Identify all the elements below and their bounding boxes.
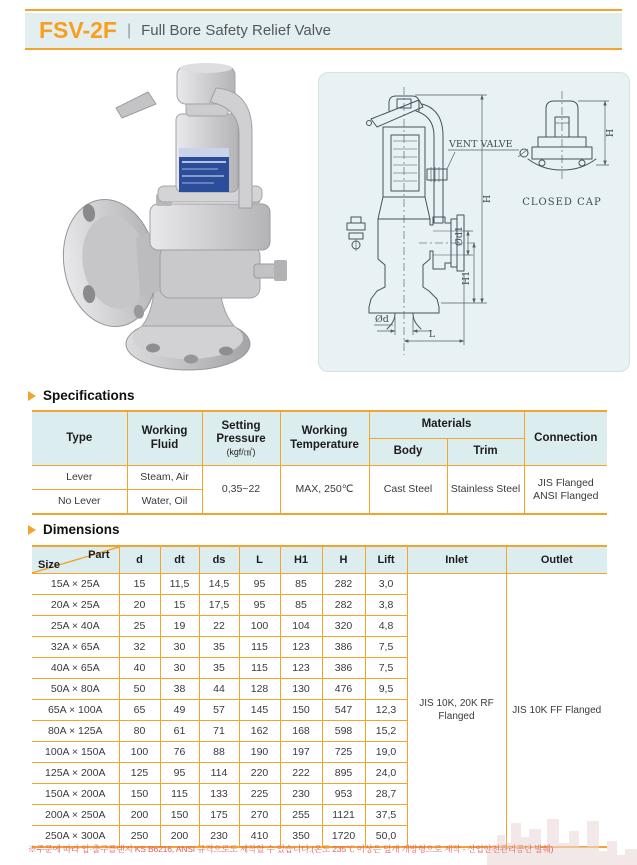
dim-cell: 320 <box>322 616 365 637</box>
dim-cell: 65 <box>119 700 160 721</box>
dim-cell: 104 <box>280 616 322 637</box>
dim-cell: 282 <box>322 595 365 616</box>
dim-cell: 145 <box>239 700 280 721</box>
spec-setting-pressure-value: 0,35~22 <box>202 466 280 515</box>
dim-cell: 100 <box>119 742 160 763</box>
dim-cell: 386 <box>322 658 365 679</box>
spec-type-no-lever: No Lever <box>32 490 127 515</box>
dim-cell: 270 <box>239 805 280 826</box>
dim-cell: 40A × 65A <box>32 658 119 679</box>
section-arrow-icon <box>28 391 36 401</box>
dim-cell: 76 <box>160 742 199 763</box>
dim-cell: 11,5 <box>160 574 199 595</box>
dim-cell: 123 <box>280 658 322 679</box>
table-row <box>32 574 607 595</box>
dim-cell: 80A × 125A <box>32 721 119 742</box>
dim-cell: 150A × 200A <box>32 784 119 805</box>
vent-valve-label: VENT VALVE <box>449 139 513 150</box>
dim-cell: 19 <box>160 616 199 637</box>
dim-cell: 100 <box>239 616 280 637</box>
dim-cell: 19,0 <box>365 742 407 763</box>
dims-col-l: L <box>239 546 280 574</box>
product-subtitle: Full Bore Safety Relief Valve <box>141 22 331 39</box>
inlet-connection-cell: JIS 10K, 20K RF Flanged <box>407 574 506 848</box>
dim-cell: 725 <box>322 742 365 763</box>
spec-type-lever: Lever <box>32 466 127 490</box>
spec-col-trim: Trim <box>447 439 524 466</box>
dims-corner-cell: Part Size <box>32 546 119 574</box>
dim-cell: 547 <box>322 700 365 721</box>
dim-cell: 7,5 <box>365 658 407 679</box>
dim-cell: 25 <box>119 616 160 637</box>
header-bottom-rule <box>25 48 622 50</box>
spec-trim-material: Stainless Steel <box>447 466 524 515</box>
spec-col-connection: Connection <box>524 411 607 466</box>
dim-cell: 22 <box>199 616 239 637</box>
dim-cell: 61 <box>160 721 199 742</box>
dim-h-label: H <box>482 194 493 204</box>
dim-cell: 114 <box>199 763 239 784</box>
dim-cell: 95 <box>239 595 280 616</box>
dims-col-inlet: Inlet <box>407 546 506 574</box>
dim-cell: 200A × 250A <box>32 805 119 826</box>
spec-col-body: Body <box>369 439 447 466</box>
dim-cell: 220 <box>239 763 280 784</box>
dim-cell: 3,8 <box>365 595 407 616</box>
dim-cap-h-label: H <box>605 128 616 138</box>
dim-cell: 24,0 <box>365 763 407 784</box>
gag-assembly <box>347 217 365 251</box>
dim-cell: 410 <box>239 826 280 848</box>
dim-cell: 150 <box>119 784 160 805</box>
dim-cell: 95 <box>160 763 199 784</box>
dim-cell: 230 <box>199 826 239 848</box>
nameplate <box>179 148 229 192</box>
dim-cell: 200 <box>119 805 160 826</box>
dim-cell: 130 <box>280 679 322 700</box>
title-divider: | <box>126 21 132 39</box>
spec-col-type: Type <box>32 411 127 466</box>
dim-cell: 175 <box>199 805 239 826</box>
dim-cell: 128 <box>239 679 280 700</box>
dim-cell: 50A × 80A <box>32 679 119 700</box>
dim-cell: 100A × 150A <box>32 742 119 763</box>
spec-col-materials: Materials <box>369 411 524 439</box>
dim-cell: 12,3 <box>365 700 407 721</box>
dim-cell: 28,7 <box>365 784 407 805</box>
dims-col-h1: H1 <box>280 546 322 574</box>
main-valve-section <box>347 87 477 355</box>
dim-l-label: L <box>428 329 436 340</box>
dim-cell: 150 <box>280 700 322 721</box>
dim-cell: 225 <box>239 784 280 805</box>
dim-cell: 250A × 300A <box>32 826 119 848</box>
spec-body-material: Cast Steel <box>369 466 447 515</box>
dim-cell: 85 <box>280 574 322 595</box>
dim-cell: 15A × 25A <box>32 574 119 595</box>
dim-cell: 1121 <box>322 805 365 826</box>
dim-cell: 125 <box>119 763 160 784</box>
spec-connection-value: JIS Flanged ANSI Flanged <box>524 466 607 515</box>
dim-cell: 35 <box>199 658 239 679</box>
dim-cell: 50,0 <box>365 826 407 848</box>
dimensions-heading: Dimensions <box>28 522 120 537</box>
dim-cell: 895 <box>322 763 365 784</box>
spec-col-working-temperature: Working Temperature <box>280 411 369 466</box>
dim-cell: 15 <box>160 595 199 616</box>
dim-cell: 71 <box>199 721 239 742</box>
dim-cell: 4,8 <box>365 616 407 637</box>
dims-col-lift: Lift <box>365 546 407 574</box>
dim-cell: 168 <box>280 721 322 742</box>
dim-cell: 15 <box>119 574 160 595</box>
dim-cell: 115 <box>239 637 280 658</box>
header-top-rule <box>25 9 622 11</box>
dims-col-ds: ds <box>199 546 239 574</box>
dim-cell: 250 <box>119 826 160 848</box>
setting-pressure-unit: (kgf/㎠) <box>226 447 256 458</box>
dim-cell: 32A × 65A <box>32 637 119 658</box>
dim-cell: 80 <box>119 721 160 742</box>
dim-cell: 1720 <box>322 826 365 848</box>
section-arrow-icon <box>28 525 36 535</box>
dim-cell: 15,2 <box>365 721 407 742</box>
dim-cell: 953 <box>322 784 365 805</box>
dim-cell: 20A × 25A <box>32 595 119 616</box>
dim-cell: 25A × 40A <box>32 616 119 637</box>
dim-cell: 7,5 <box>365 637 407 658</box>
outlet-connection-cell: JIS 10K FF Flanged <box>506 574 607 848</box>
dims-col-dt: dt <box>160 546 199 574</box>
dim-cell: 255 <box>280 805 322 826</box>
dim-cell: 40 <box>119 658 160 679</box>
technical-drawing <box>319 73 629 371</box>
specifications-table <box>32 410 607 515</box>
product-model: FSV-2F <box>39 17 117 43</box>
spec-fluid-no-lever: Water, Oil <box>127 490 202 515</box>
valve-photo <box>58 58 310 376</box>
spec-working-temperature-value: MAX, 250℃ <box>280 466 369 515</box>
closed-cap-label: CLOSED CAP <box>522 197 602 208</box>
dim-cell: 35 <box>199 637 239 658</box>
dim-cell: 222 <box>280 763 322 784</box>
dims-col-d: d <box>119 546 160 574</box>
dim-cell: 162 <box>239 721 280 742</box>
dim-cell: 50 <box>119 679 160 700</box>
dim-cell: 95 <box>239 574 280 595</box>
dim-cell: 17,5 <box>199 595 239 616</box>
dim-cell: 133 <box>199 784 239 805</box>
dim-cell: 123 <box>280 637 322 658</box>
dim-cell: 476 <box>322 679 365 700</box>
test-lever <box>116 92 156 118</box>
spec-fluid-lever: Steam, Air <box>127 466 202 490</box>
dim-cell: 57 <box>199 700 239 721</box>
dim-cell: 3,0 <box>365 574 407 595</box>
dim-cell: 88 <box>199 742 239 763</box>
spec-col-working-fluid: Working Fluid <box>127 411 202 466</box>
dim-od1-label: Ød1 <box>454 226 465 246</box>
dim-cell: 30 <box>160 658 199 679</box>
dim-cell: 350 <box>280 826 322 848</box>
specifications-heading: Specifications <box>28 388 135 403</box>
dim-cell: 115 <box>160 784 199 805</box>
dim-cell: 282 <box>322 574 365 595</box>
dims-col-outlet: Outlet <box>506 546 607 574</box>
dim-cell: 85 <box>280 595 322 616</box>
dim-cell: 30 <box>160 637 199 658</box>
dim-cell: 37,5 <box>365 805 407 826</box>
dim-cell: 190 <box>239 742 280 763</box>
title-band <box>25 13 622 48</box>
dim-cell: 125A × 200A <box>32 763 119 784</box>
dim-cell: 14,5 <box>199 574 239 595</box>
dimension-annotations <box>374 95 519 345</box>
dim-cell: 386 <box>322 637 365 658</box>
dim-cell: 197 <box>280 742 322 763</box>
dim-cell: 9,5 <box>365 679 407 700</box>
dim-cell: 200 <box>160 826 199 848</box>
dim-cell: 150 <box>160 805 199 826</box>
dim-cell: 230 <box>280 784 322 805</box>
footnote: ※주문에 따라 입·출구플랜지 KS B6216, ANSI 규격으로도 제작할 수 있습니다.(온도 235℃ 이상은 덮개 개방형으로 제작 - 산업안전관리공단 발췌) <box>28 844 554 854</box>
dim-cell: 44 <box>199 679 239 700</box>
technical-drawing-panel <box>318 72 630 372</box>
dim-cell: 32 <box>119 637 160 658</box>
body-mid <box>160 246 260 298</box>
dim-cell: 598 <box>322 721 365 742</box>
dim-cell: 115 <box>239 658 280 679</box>
closed-cap-view <box>518 91 616 208</box>
dim-h1-label: H1 <box>461 270 472 286</box>
dim-cell: 49 <box>160 700 199 721</box>
body-top-flange <box>150 204 270 250</box>
dims-col-h: H <box>322 546 365 574</box>
spec-col-setting-pressure: Setting Pressure (kgf/㎠) <box>202 411 280 466</box>
dim-cell: 20 <box>119 595 160 616</box>
dim-od-label: Ød <box>375 314 389 325</box>
dim-cell: 38 <box>160 679 199 700</box>
dim-cell: 65A × 100A <box>32 700 119 721</box>
